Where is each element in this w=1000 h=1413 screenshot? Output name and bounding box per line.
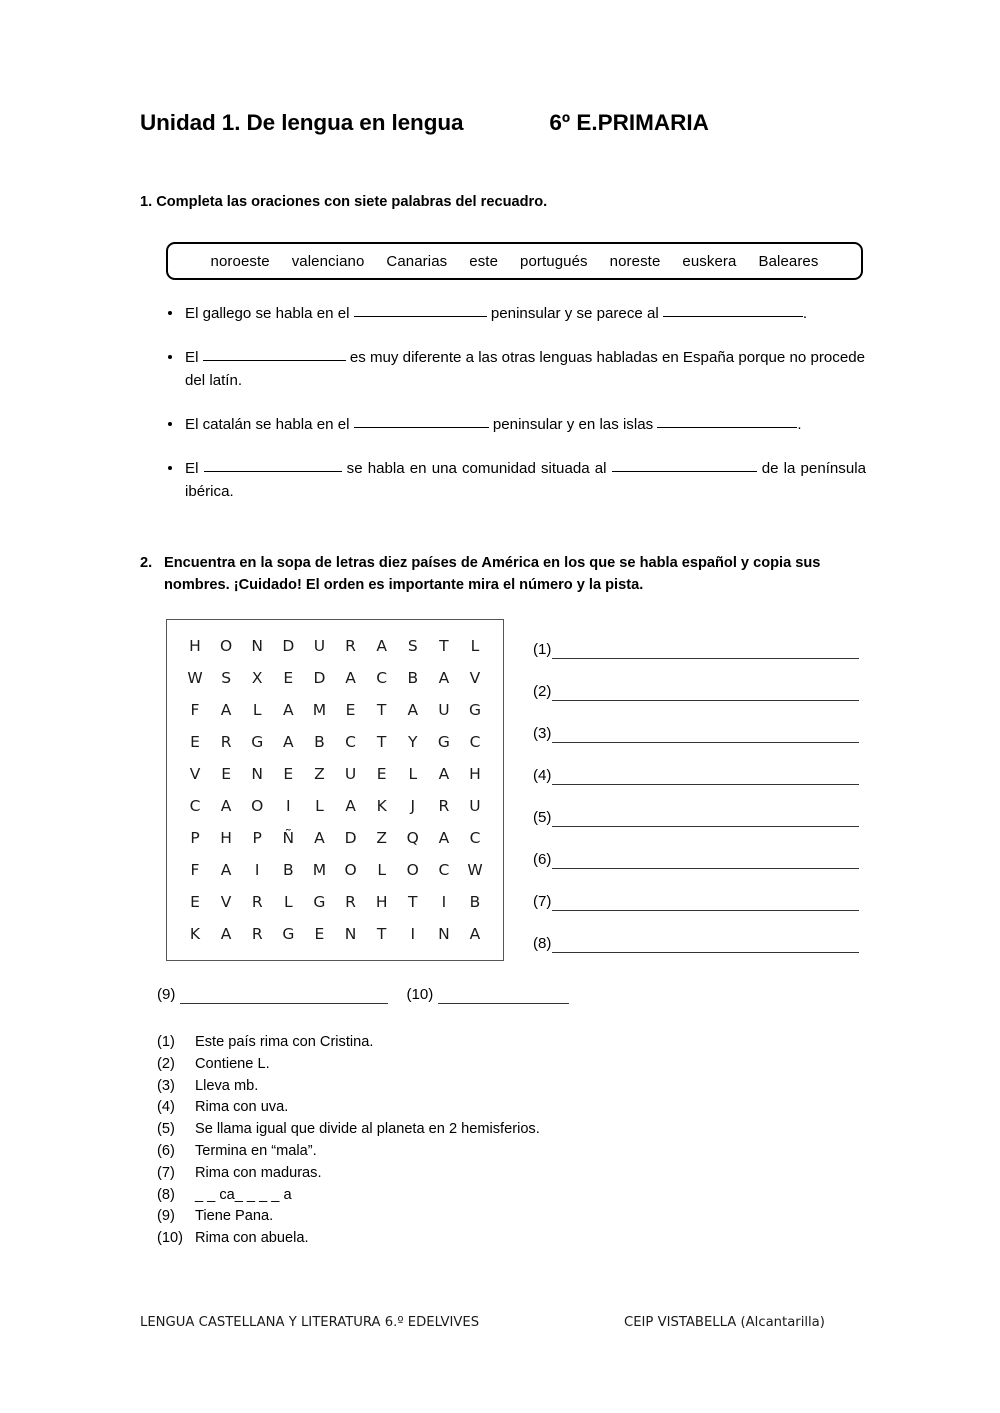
- word-search-cell[interactable]: A: [438, 829, 450, 847]
- word-search-row: [183, 694, 487, 726]
- answer-lines-9-10: [157, 986, 627, 1004]
- bullet-icon: [168, 422, 172, 426]
- bullet-icon: [168, 355, 172, 359]
- word-search-cell[interactable]: B: [283, 861, 294, 879]
- word-bank-item: portugués: [520, 252, 588, 270]
- word-search-cell[interactable]: Y: [408, 733, 418, 751]
- answer-line[interactable]: [552, 853, 859, 869]
- word-search-cell[interactable]: A: [345, 669, 356, 687]
- word-search-cell[interactable]: C: [438, 861, 450, 879]
- sentence-text-part: es muy diferente a las otras lenguas habladas en España porque no procede del latín.: [185, 349, 866, 389]
- word-search-cell[interactable]: O: [406, 861, 419, 879]
- word-search-cell[interactable]: C: [345, 733, 356, 751]
- word-search-cell[interactable]: I: [286, 797, 291, 815]
- answer-label: (6): [533, 851, 552, 868]
- word-search-cell[interactable]: T: [408, 893, 418, 911]
- word-search-cell[interactable]: R: [251, 925, 263, 943]
- word-search-cell[interactable]: S: [221, 669, 232, 687]
- word-search-cell[interactable]: O: [220, 637, 233, 655]
- word-search-cell[interactable]: A: [220, 701, 232, 719]
- clue-number: (2): [157, 1055, 175, 1072]
- clue-number: (4): [157, 1099, 175, 1116]
- clue-number: (1): [157, 1034, 175, 1050]
- sentence-text-part: se habla en una comunidad situada al: [346, 460, 607, 477]
- word-search-cell[interactable]: C: [469, 829, 481, 847]
- clue-number: (9): [157, 1208, 175, 1225]
- word-search-cell[interactable]: A: [220, 797, 232, 815]
- answer-label-9: (9): [157, 986, 176, 1003]
- word-search-cell[interactable]: O: [251, 797, 264, 815]
- word-search-cell[interactable]: G: [468, 701, 481, 719]
- answer-line-row: [533, 869, 859, 911]
- answer-line-10[interactable]: [438, 988, 569, 1004]
- word-search-cell[interactable]: H: [375, 893, 388, 911]
- word-search-cell[interactable]: E: [314, 925, 325, 943]
- word-search-cell[interactable]: Z: [314, 765, 325, 783]
- word-bank-item: valenciano: [291, 252, 365, 270]
- answer-line[interactable]: [552, 643, 859, 659]
- sentence-item: [166, 346, 866, 392]
- answer-label: (7): [533, 893, 552, 910]
- answer-line[interactable]: [552, 811, 859, 827]
- page-title: Unidad 1. De lengua en lengua: [140, 110, 464, 135]
- word-search-cell[interactable]: E: [221, 765, 231, 783]
- word-search-cell[interactable]: G: [251, 733, 264, 751]
- word-search-cell[interactable]: U: [469, 797, 481, 815]
- word-search-cell[interactable]: L: [284, 893, 293, 911]
- clue-item: [157, 1141, 657, 1163]
- word-search-cell[interactable]: A: [438, 669, 450, 687]
- answer-label: (4): [533, 767, 552, 784]
- word-search-cell[interactable]: B: [314, 733, 325, 751]
- word-search-cell[interactable]: O: [344, 861, 357, 879]
- clue-text: Lleva mb.: [195, 1077, 259, 1094]
- word-search-cell[interactable]: A: [220, 925, 232, 943]
- exercise-2-instruction: [140, 552, 862, 596]
- footer-left-text: LENGUA CASTELLANA Y LITERATURA 6.º EDELVIVES: [140, 1315, 480, 1330]
- word-search-cell[interactable]: W: [467, 861, 483, 879]
- word-search-cell[interactable]: N: [438, 925, 450, 943]
- word-search-cell[interactable]: L: [377, 861, 386, 879]
- word-search-cell[interactable]: C: [376, 669, 388, 687]
- bullet-icon: [168, 466, 172, 470]
- footer-right-text: CEIP VISTABELLA (Alcantarilla): [624, 1315, 825, 1330]
- word-search-cell[interactable]: R: [345, 637, 356, 655]
- answer-line-row: [533, 827, 859, 869]
- word-search-grid[interactable]: [166, 619, 504, 961]
- answer-blank[interactable]: [657, 427, 797, 428]
- word-search-cell[interactable]: E: [190, 733, 200, 751]
- answer-line-row: [533, 911, 859, 953]
- answer-line[interactable]: [552, 727, 859, 743]
- clue-text: Se llama igual que divide al planeta en 2 hemisferios.: [195, 1121, 540, 1138]
- sentence-text-part: El gallego se habla en el: [185, 305, 350, 322]
- word-search-cell[interactable]: C: [189, 797, 201, 815]
- word-search-cell[interactable]: I: [254, 861, 260, 879]
- clue-item: [157, 1054, 657, 1076]
- word-bank-words: [200, 253, 830, 270]
- sentence-item: [166, 302, 866, 325]
- word-search-cell[interactable]: A: [345, 797, 356, 815]
- word-search-cell[interactable]: E: [283, 765, 294, 783]
- clue-item: [157, 1076, 657, 1098]
- clue-item: [157, 1032, 657, 1054]
- word-search-row: [183, 822, 487, 854]
- word-search-cell[interactable]: D: [313, 669, 326, 687]
- word-search-cell[interactable]: N: [251, 637, 264, 655]
- answer-line[interactable]: [552, 769, 859, 785]
- word-search-cell[interactable]: K: [189, 925, 201, 943]
- sentence-inner: [185, 460, 866, 500]
- answer-blank[interactable]: [354, 316, 487, 317]
- answer-line[interactable]: [552, 937, 859, 953]
- word-search-cell[interactable]: E: [190, 893, 200, 911]
- answer-blank[interactable]: [354, 427, 489, 428]
- word-search-cell[interactable]: R: [220, 733, 232, 751]
- answer-blank[interactable]: [663, 316, 803, 317]
- word-search-cell[interactable]: L: [408, 765, 418, 783]
- clue-text: Tiene Pana.: [195, 1208, 274, 1225]
- word-bank-box: [166, 242, 863, 280]
- word-bank-item: este: [469, 252, 499, 270]
- sentence-text-part: .: [797, 416, 802, 433]
- clue-number: (6): [157, 1142, 175, 1159]
- word-search-cell[interactable]: V: [220, 893, 232, 911]
- word-search-cell[interactable]: T: [439, 637, 449, 655]
- word-search-row: [183, 630, 487, 662]
- word-search-cell[interactable]: A: [220, 861, 232, 879]
- page-header: [140, 110, 880, 136]
- answer-lines-list: [533, 617, 859, 953]
- word-search-cell[interactable]: T: [376, 733, 387, 751]
- word-search-cell[interactable]: A: [469, 925, 481, 943]
- word-search-cell[interactable]: K: [376, 797, 387, 815]
- word-search-cell[interactable]: D: [282, 637, 295, 655]
- sentence-text-part: peninsular y en las islas: [492, 416, 654, 433]
- sentence-text-part: peninsular y se parece al: [490, 305, 659, 322]
- answer-line-row: [533, 617, 859, 659]
- word-search-cell[interactable]: L: [315, 797, 324, 815]
- word-search-cell[interactable]: E: [283, 669, 294, 687]
- word-search-cell[interactable]: L: [252, 701, 262, 719]
- answer-blank[interactable]: [203, 360, 346, 361]
- word-search-cell[interactable]: A: [314, 829, 325, 847]
- sentence-text-part: El: [185, 349, 199, 366]
- clue-text: _ _ ca_ _ _ _ a: [195, 1186, 292, 1203]
- word-search-cell[interactable]: R: [345, 893, 356, 911]
- answer-line-row: [533, 659, 859, 701]
- word-search-cell[interactable]: A: [376, 637, 387, 655]
- answer-line-row: [533, 701, 859, 743]
- word-search-row: [183, 662, 487, 694]
- word-search-cell[interactable]: L: [470, 637, 480, 655]
- clue-item: [157, 1228, 657, 1250]
- word-search-cell[interactable]: C: [469, 733, 481, 751]
- clue-number: (8): [157, 1186, 175, 1203]
- word-bank-item: euskera: [682, 252, 737, 270]
- answer-line[interactable]: [552, 685, 859, 701]
- bullet-icon: [168, 311, 172, 315]
- clue-number: (7): [157, 1164, 175, 1181]
- word-search-cell[interactable]: E: [376, 765, 387, 783]
- word-search-cell[interactable]: R: [251, 893, 263, 911]
- word-search-cell[interactable]: Q: [406, 829, 419, 847]
- word-search-cell[interactable]: U: [344, 765, 357, 783]
- word-search-cell[interactable]: A: [283, 701, 294, 719]
- answer-label: (8): [533, 935, 552, 952]
- clue-item: [157, 1185, 657, 1207]
- clue-item: [157, 1097, 657, 1119]
- answer-label: (2): [533, 683, 552, 700]
- word-search-cell[interactable]: I: [410, 925, 416, 943]
- word-search-cell[interactable]: G: [282, 925, 295, 943]
- answer-line-row: [533, 743, 859, 785]
- word-search-cell[interactable]: Z: [376, 829, 387, 847]
- word-search-row: [183, 790, 487, 822]
- exercise-2-instruction-text: Encuentra en la sopa de letras diez países de América en los que se habla español y copia sus nombres. ¡Cuidado! El orden es importante mira el número y la pista.: [164, 555, 821, 593]
- sentence-text-part: El catalán se habla en el: [185, 416, 350, 433]
- answer-blank[interactable]: [612, 471, 757, 472]
- word-search-cell[interactable]: G: [313, 893, 326, 911]
- word-search-cell[interactable]: I: [441, 893, 447, 911]
- word-bank-item: noroeste: [210, 252, 270, 270]
- sentence-text-part: .: [802, 305, 808, 322]
- clue-number: (5): [157, 1121, 175, 1138]
- word-search-cell[interactable]: T: [376, 701, 387, 719]
- clue-text: Rima con abuela.: [195, 1230, 309, 1247]
- word-search-row: [183, 758, 487, 790]
- clue-item: [157, 1119, 657, 1141]
- word-search-cell[interactable]: P: [252, 829, 262, 847]
- word-search-cell[interactable]: R: [438, 797, 450, 815]
- answer-line[interactable]: [552, 895, 859, 911]
- word-search-cell[interactable]: N: [251, 765, 264, 783]
- answer-line-9[interactable]: [180, 988, 388, 1004]
- word-search-cell[interactable]: A: [438, 765, 450, 783]
- word-search-row: [183, 726, 487, 758]
- word-search-cell[interactable]: Ñ: [282, 829, 295, 847]
- clue-item: [157, 1163, 657, 1185]
- word-search-cell[interactable]: T: [376, 925, 387, 943]
- answer-blank[interactable]: [204, 471, 342, 472]
- clue-text: Rima con uva.: [195, 1099, 289, 1116]
- answer-label: (1): [533, 641, 552, 658]
- word-search-cell[interactable]: B: [469, 893, 481, 911]
- answer-line-row: [533, 785, 859, 827]
- word-search-row: [183, 886, 487, 918]
- word-bank-item: noreste: [609, 252, 661, 270]
- word-search-cell[interactable]: F: [190, 861, 200, 879]
- word-search-cell[interactable]: A: [283, 733, 294, 751]
- clue-text: Termina en “mala”.: [195, 1142, 317, 1159]
- word-search-cell[interactable]: V: [469, 669, 481, 687]
- sentence-item: [166, 457, 866, 503]
- clue-item: [157, 1206, 657, 1228]
- word-search-cell[interactable]: N: [344, 925, 357, 943]
- word-search-cell[interactable]: F: [190, 701, 200, 719]
- sentence-text-part: de la península ibérica.: [185, 460, 866, 500]
- exercise-2-number: 2.: [140, 555, 153, 571]
- word-search-cell[interactable]: V: [189, 765, 201, 783]
- word-search-cell[interactable]: H: [220, 829, 232, 847]
- clue-text: Este país rima con Cristina.: [195, 1034, 374, 1050]
- word-search-cell[interactable]: P: [190, 829, 200, 847]
- clue-number: (10): [157, 1230, 183, 1247]
- clue-number: (3): [157, 1077, 175, 1094]
- word-search-cell[interactable]: H: [189, 637, 201, 655]
- word-search-cell[interactable]: W: [187, 669, 203, 687]
- word-search-cell[interactable]: G: [437, 733, 450, 751]
- word-search-cell[interactable]: X: [251, 669, 263, 687]
- word-search-cell[interactable]: A: [407, 701, 419, 719]
- word-bank-item: Baleares: [758, 252, 819, 270]
- word-search-cell[interactable]: B: [407, 669, 419, 687]
- word-search-cell[interactable]: M: [312, 701, 327, 719]
- word-search-cell[interactable]: H: [469, 765, 481, 783]
- answer-label-10: (10): [406, 986, 434, 1003]
- answer-label: (3): [533, 725, 552, 742]
- exercise-1-instruction: 1. Completa las oraciones con siete palabras del recuadro.: [140, 194, 548, 210]
- word-search-cell[interactable]: U: [438, 701, 450, 719]
- word-search-row: [183, 854, 487, 886]
- sentence-item: [166, 413, 866, 436]
- clue-text: Contiene L.: [195, 1055, 270, 1072]
- clue-text: Rima con maduras.: [195, 1164, 322, 1181]
- sentence-text-part: El: [185, 460, 199, 477]
- word-search-cell[interactable]: E: [345, 701, 356, 719]
- word-search-cell[interactable]: S: [407, 637, 418, 655]
- word-search-cell[interactable]: M: [312, 861, 327, 879]
- word-search-cell[interactable]: U: [313, 637, 326, 655]
- word-bank-item: Canarias: [386, 252, 448, 270]
- word-search-row: [183, 918, 487, 950]
- grade-label: 6º E.PRIMARIA: [549, 110, 709, 135]
- word-search-cell[interactable]: J: [410, 797, 416, 815]
- word-search-rows: [167, 620, 503, 950]
- answer-label: (5): [533, 809, 552, 826]
- clues-list: [157, 1032, 657, 1250]
- word-search-cell[interactable]: D: [344, 829, 357, 847]
- exercise-1-sentences: [166, 302, 866, 524]
